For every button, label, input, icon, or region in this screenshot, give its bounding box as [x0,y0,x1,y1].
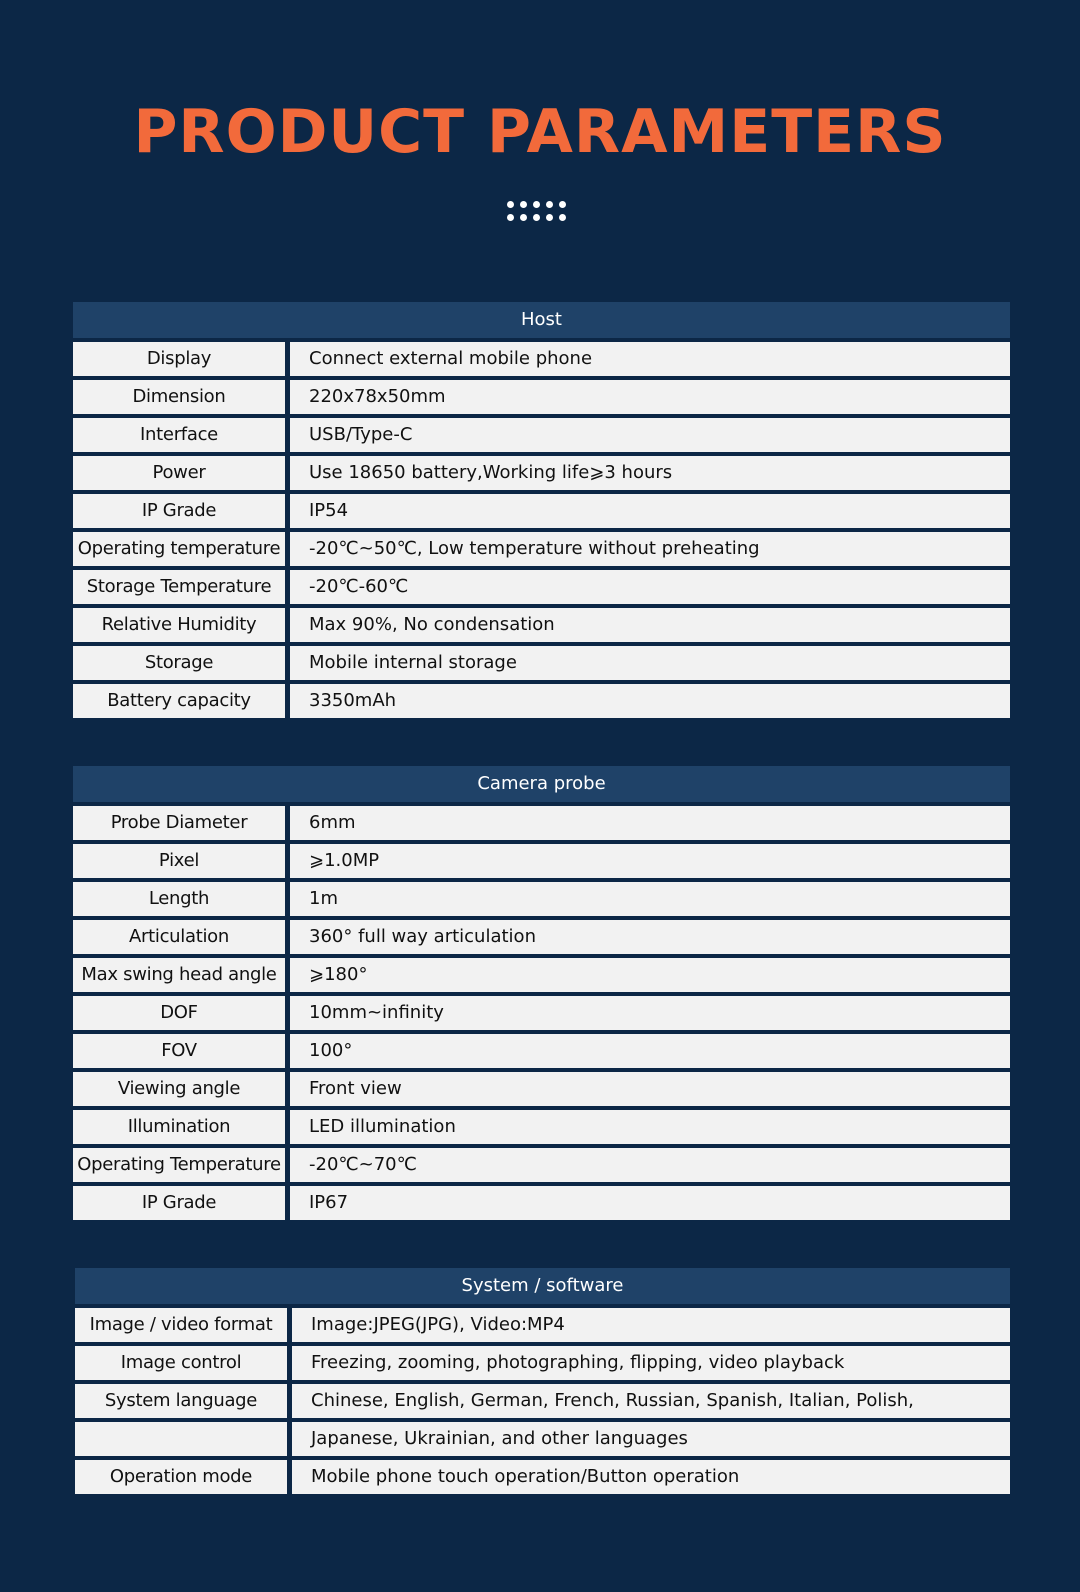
param-label: FOV [73,1034,285,1068]
host-section [73,302,1010,722]
table-row [73,570,1010,604]
param-label: Operation mode [75,1460,287,1494]
param-label: Power [73,456,285,490]
param-label: Interface [73,418,285,452]
table-row [73,684,1010,718]
param-value: 100° [290,1034,1010,1068]
param-label: DOF [73,996,285,1030]
param-label: Illumination [73,1110,285,1144]
table-row [75,1384,1010,1418]
table-row [73,494,1010,528]
table-row [73,456,1010,490]
dot [520,214,527,221]
param-label: Probe Diameter [73,806,285,840]
param-label: Max swing head angle [73,958,285,992]
dot [559,214,566,221]
param-value: -20℃-60℃ [290,570,1010,604]
section-header: System / software [75,1268,1010,1304]
dot [559,201,566,208]
param-label: Image control [75,1346,287,1380]
dot [533,201,540,208]
param-label: IP Grade [73,1186,285,1220]
table-row [73,1186,1010,1220]
decorative-dots [507,201,573,227]
table-row [73,806,1010,840]
dot [546,214,553,221]
dot [546,201,553,208]
dot [520,201,527,208]
param-label: Length [73,882,285,916]
camera-probe-section [73,766,1010,1224]
table-row [73,532,1010,566]
table-row [73,1110,1010,1144]
param-value: USB/Type-C [290,418,1010,452]
dot [507,201,514,208]
table-row [73,1072,1010,1106]
param-value: IP54 [290,494,1010,528]
param-label: Relative Humidity [73,608,285,642]
param-value: -20℃~70℃ [290,1148,1010,1182]
param-value: 3350mAh [290,684,1010,718]
table-row [73,958,1010,992]
param-label: Storage Temperature [73,570,285,604]
table-row [73,996,1010,1030]
param-value: Freezing, zooming, photographing, flipping, video playback [292,1346,1010,1380]
table-row [73,342,1010,376]
table-row [73,380,1010,414]
param-label: Display [73,342,285,376]
param-label: Articulation [73,920,285,954]
param-label: Pixel [73,844,285,878]
table-row [73,1034,1010,1068]
param-value: ⩾180° [290,958,1010,992]
param-label [75,1422,287,1456]
page-title: PRODUCT PARAMETERS [133,97,947,167]
param-label: Operating temperature [73,532,285,566]
table-row [73,1148,1010,1182]
param-value: 10mm~infinity [290,996,1010,1030]
param-value: IP67 [290,1186,1010,1220]
param-value: 1m [290,882,1010,916]
param-value: ⩾1.0MP [290,844,1010,878]
system-software-section [75,1268,1010,1498]
table-row [73,646,1010,680]
param-value: Image:JPEG(JPG), Video:MP4 [292,1308,1010,1342]
param-label: Operating Temperature [73,1148,285,1182]
table-row [75,1346,1010,1380]
table-row [75,1460,1010,1494]
dot [507,214,514,221]
table-row [75,1422,1010,1456]
param-value: Mobile phone touch operation/Button operation [292,1460,1010,1494]
param-label: Dimension [73,380,285,414]
table-row [73,882,1010,916]
param-value: 6mm [290,806,1010,840]
param-value: Mobile internal storage [290,646,1010,680]
param-label: System language [75,1384,287,1418]
param-label: Storage [73,646,285,680]
section-header: Camera probe [73,766,1010,802]
param-label: IP Grade [73,494,285,528]
table-row [73,920,1010,954]
param-value: Japanese, Ukrainian, and other languages [292,1422,1010,1456]
param-value: Use 18650 battery,Working life⩾3 hours [290,456,1010,490]
param-value: LED illumination [290,1110,1010,1144]
table-row [75,1308,1010,1342]
param-label: Image / video format [75,1308,287,1342]
param-value: Front view [290,1072,1010,1106]
param-value: Connect external mobile phone [290,342,1010,376]
param-value: 360° full way articulation [290,920,1010,954]
dot [533,214,540,221]
param-value: Chinese, English, German, French, Russian, Spanish, Italian, Polish, [292,1384,1010,1418]
param-value: 220x78x50mm [290,380,1010,414]
param-value: -20℃~50℃, Low temperature without preheating [290,532,1010,566]
section-header: Host [73,302,1010,338]
param-label: Viewing angle [73,1072,285,1106]
table-row [73,844,1010,878]
table-row [73,608,1010,642]
param-value: Max 90%, No condensation [290,608,1010,642]
param-label: Battery capacity [73,684,285,718]
table-row [73,418,1010,452]
